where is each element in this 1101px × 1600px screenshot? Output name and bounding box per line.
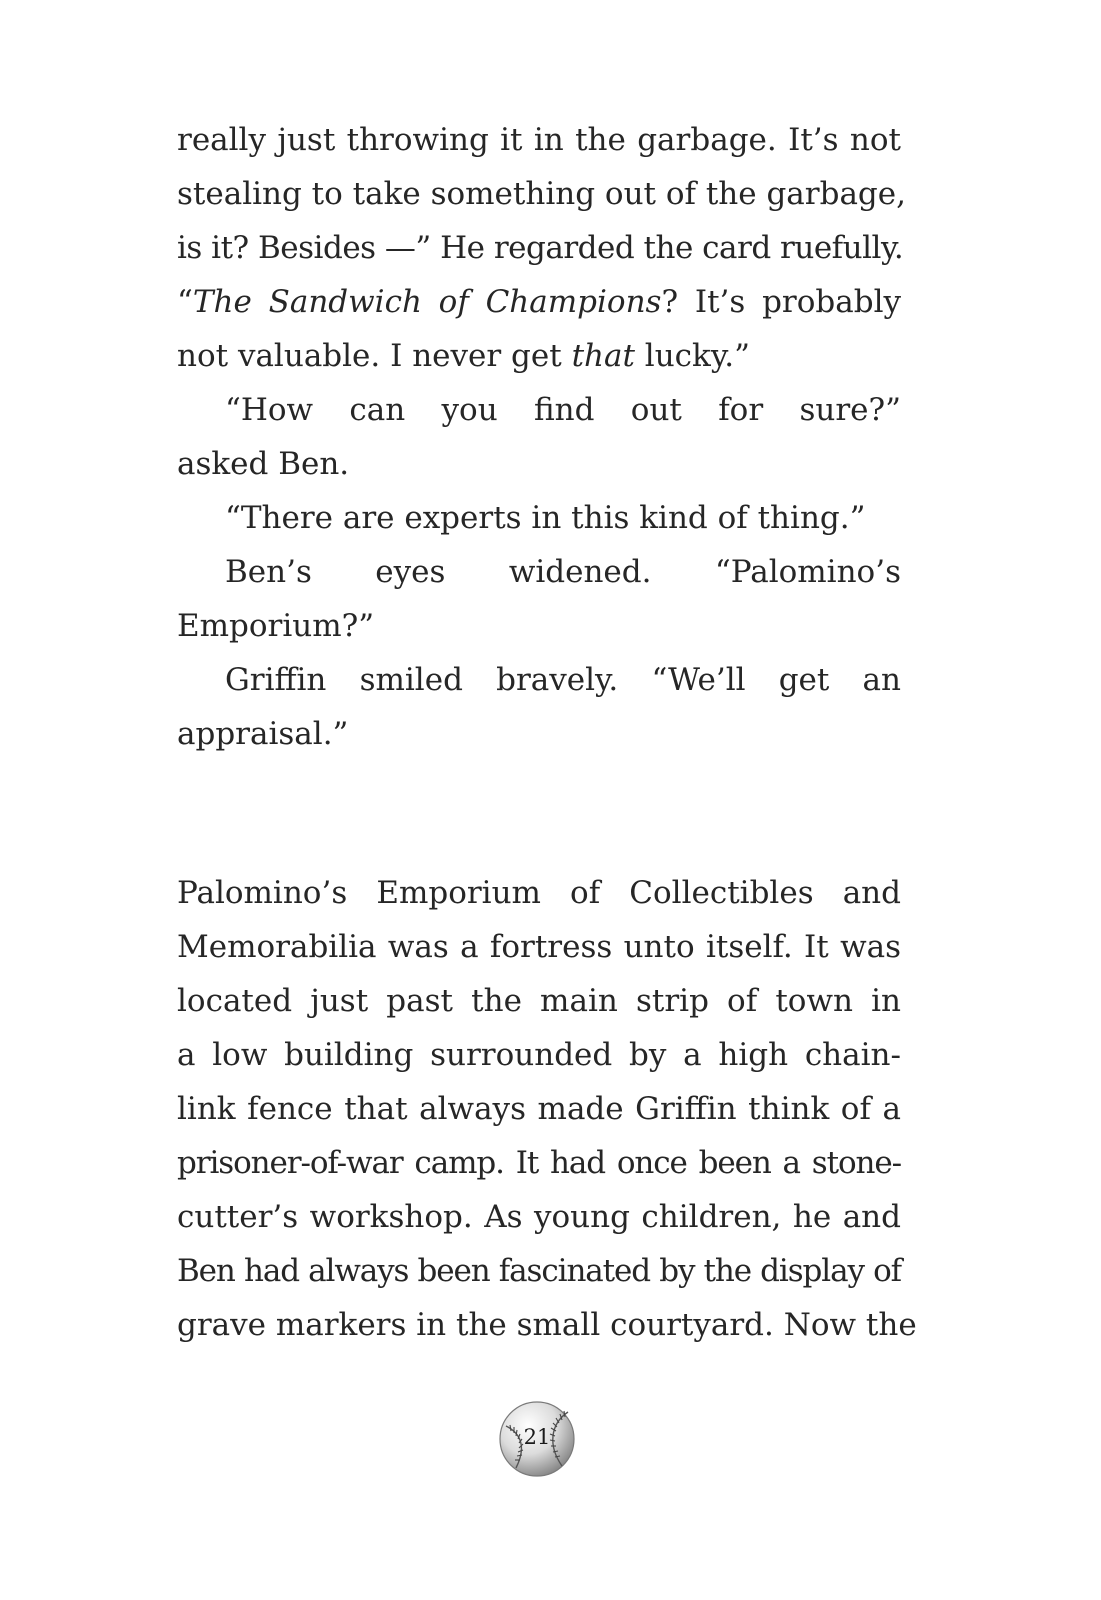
text-line: located just past the main strip of town in [177,983,901,1019]
text-line [177,329,901,383]
text-line: “How can you find out for sure?” [225,392,901,428]
open-quote: “ [177,284,193,320]
text-line: Griffin smiled bravely. “We’ll get an [225,662,901,698]
text-line: Palomino’s Emporium of Collectibles and [177,875,901,911]
text-line: asked Ben. [177,446,350,482]
page-number-badge [498,1400,576,1478]
text-line [177,275,901,329]
text-span: ? It’s probably [661,284,901,320]
text-line: Ben’s eyes widened. “Palomino’s [225,554,901,590]
text-line: “There are experts in this kind of thing.” [225,500,866,536]
text-line: really just throwing it in the garbage. It’s not [177,122,901,158]
text-line: Ben had always been fascinated by the display of [177,1253,901,1289]
text-line: appraisal.” [177,716,349,752]
text-span: lucky.” [634,338,750,374]
text-line: is it? Besides —” He regarded the card ruefully. [177,230,904,266]
text-line: Emporium?” [177,608,375,644]
text-line: a low building surrounded by a high chain- [177,1037,901,1073]
text-line: stealing to take something out of the garbage, [177,176,906,212]
text-line: prisoner-of-war camp. It had once been a stone- [177,1145,901,1181]
text-span: not valuable. I never get [177,338,572,374]
text-line: Memorabilia was a fortress unto itself. It was [177,929,901,965]
italic-word: that [571,338,635,374]
text-line: grave markers in the small courtyard. Now the [177,1307,917,1343]
page-number: 21 [523,1425,551,1449]
italic-title: The Sandwich of Champions [192,284,662,320]
text-line: link fence that always made Griffin think of a [177,1091,901,1127]
text-line: cutter’s workshop. As young children, he and [177,1199,901,1235]
